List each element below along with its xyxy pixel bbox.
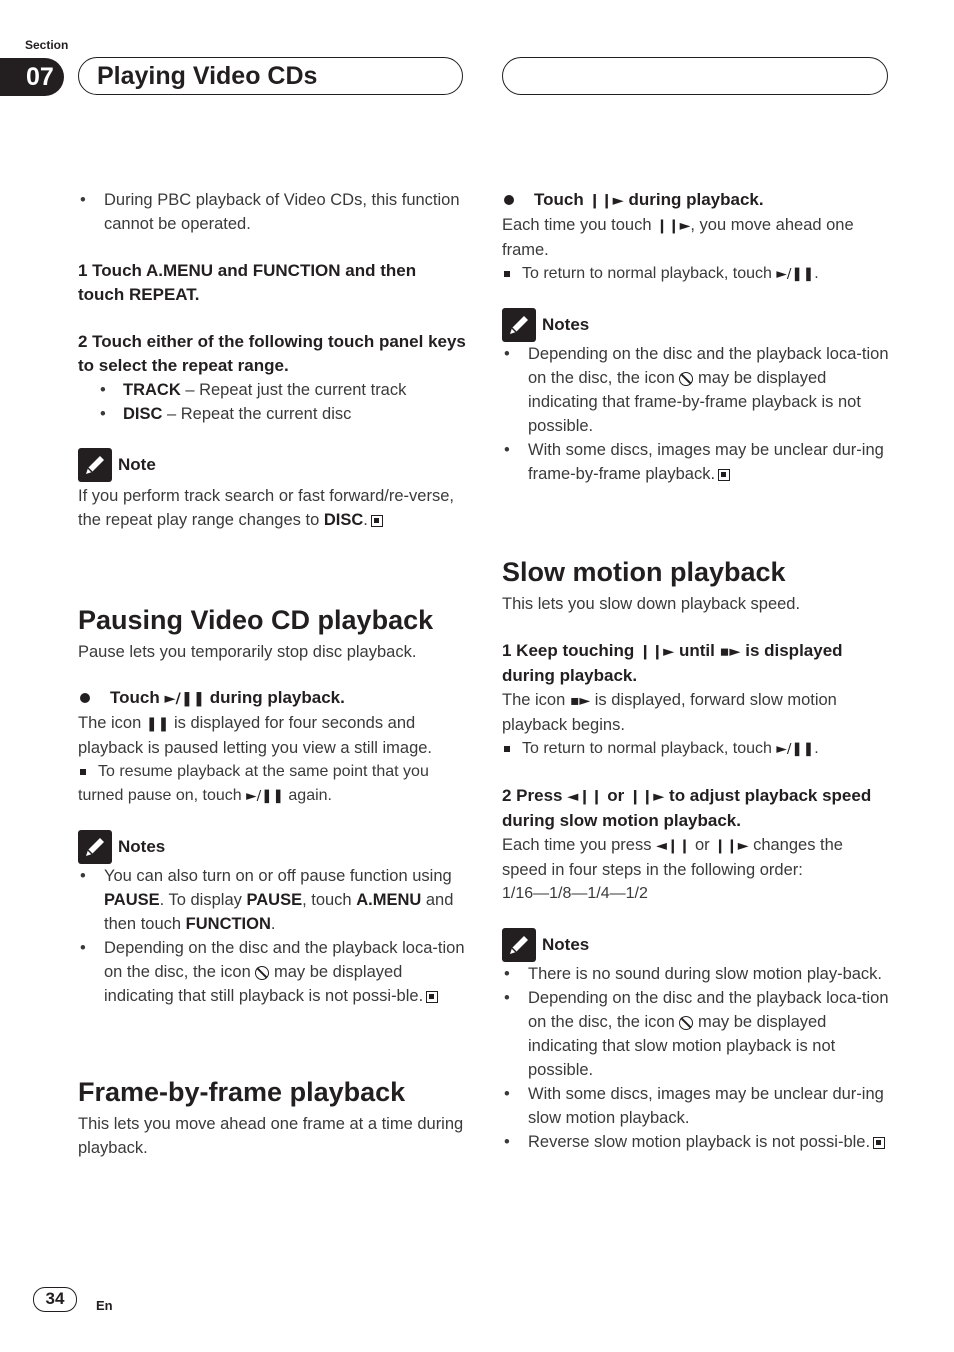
end-mark-icon (426, 991, 438, 1003)
chapter-title-box-empty (502, 57, 888, 95)
notes-heading: Notes (502, 308, 892, 342)
square-bullet-icon (504, 746, 510, 752)
play-pause-icon: ►/❚❚ (246, 788, 284, 804)
pause-heading: Pausing Video CD playback (78, 605, 434, 635)
step-back-icon: ◄❙❙ (656, 838, 691, 854)
language-label: En (96, 1298, 113, 1313)
pause-sub: To resume playback at the same point that you turned pause on, touch ►/❚❚ again. (78, 763, 429, 804)
play-pause-icon: ►/❚❚ (776, 266, 815, 282)
slow-step-2: 2 Press ◄❙❙ or ❙❙► to adjust playback speed during slow motion playback. (502, 786, 872, 830)
section-number: 07 (0, 58, 64, 96)
chapter-title: Playing Video CDs (78, 57, 463, 95)
notes-heading-2: Notes (502, 928, 892, 962)
notes2-item-1: • There is no sound during slow motion play-back. (502, 962, 892, 986)
slow-indicator-icon: ▪► (569, 693, 591, 709)
end-mark-icon (873, 1137, 885, 1149)
intro-bullet: • During PBC playback of Video CDs, this function cannot be operated. (78, 188, 466, 236)
option-disc: • DISC – Repeat the current disc (78, 402, 466, 426)
note-pencil-icon (78, 830, 112, 864)
frame-sub: To return to normal playback, touch ►/❚❚. (502, 262, 892, 286)
step-forward-icon: ❙❙► (656, 218, 691, 234)
note-text: If you perform track search or fast forward/re-verse, the repeat play range changes to DISC. (78, 487, 454, 529)
left-column (78, 188, 466, 1160)
page-number: 34 (33, 1287, 77, 1312)
section-label: Section (25, 38, 69, 52)
note-heading: Note (78, 448, 466, 482)
pause-body: The icon ❚❚ is displayed for four seconds and playback is paused letting you view a still image. (78, 714, 433, 757)
right-column (502, 188, 892, 1154)
notes-heading: Notes (78, 830, 466, 864)
pause-icon: ❚❚ (145, 716, 170, 732)
frame-intro: This lets you move ahead one frame at a time during playback. (78, 1115, 464, 1157)
prohibited-icon (255, 966, 269, 980)
slow-body: The icon ▪► is displayed, forward slow motion playback begins. (502, 691, 837, 734)
notes-item-1: • Depending on the disc and the playback loca-tion on the disc, the icon may be displayed indicating that frame-by-frame playback is not possible. (502, 342, 892, 438)
slow-indicator-icon: ▪► (719, 644, 741, 660)
notes2-item-3: • With some discs, images may be unclear dur-ing slow motion playback. (502, 1082, 892, 1130)
notes-item-2: • Depending on the disc and the playback loca-tion on the disc, the icon may be displayed indicating that still playback is not possi-ble. (78, 936, 466, 1008)
note-pencil-icon (502, 308, 536, 342)
slow-heading: Slow motion playback (502, 557, 786, 587)
prohibited-icon (679, 1016, 693, 1030)
frame-step: Touch ❙❙► during playback. (502, 188, 892, 213)
slow-order: 1/16—1/8—1/4—1/2 (502, 885, 648, 902)
slow-intro: This lets you slow down playback speed. (502, 595, 801, 613)
square-bullet-icon (504, 271, 510, 277)
option-track: • TRACK – Repeat just the current track (78, 378, 466, 402)
step-forward-icon: ❙❙► (714, 838, 749, 854)
pause-intro: Pause lets you temporarily stop disc playback. (78, 643, 417, 661)
play-pause-icon: ►/❚❚ (164, 691, 206, 707)
slow-sub: To return to normal playback, touch ►/❚❚. (502, 737, 892, 761)
slow-body-2: Each time you press ◄❙❙ or ❙❙► changes the speed in four steps in the following order: (502, 836, 843, 879)
end-mark-icon (371, 515, 383, 527)
step-2: 2 Touch either of the following touch panel keys to select the repeat range. (78, 332, 466, 375)
step-forward-icon: ❙❙► (588, 193, 624, 209)
step-forward-icon: ❙❙► (638, 644, 675, 660)
prohibited-icon (679, 372, 693, 386)
slow-step-1: 1 Keep touching ❙❙► until ▪► is displayed during playback. (502, 641, 843, 685)
notes-item-1: • You can also turn on or off pause function using PAUSE. To display PAUSE, touch A.MENU and then touch FUNCTION. (78, 864, 466, 936)
notes-item-2: • With some discs, images may be unclear dur-ing frame-by-frame playback. (502, 438, 892, 486)
frame-heading: Frame-by-frame playback (78, 1077, 406, 1107)
play-pause-icon: ►/❚❚ (776, 741, 815, 757)
frame-body: Each time you touch ❙❙►, you move ahead one frame. (502, 216, 854, 259)
step-forward-icon: ❙❙► (629, 789, 665, 805)
step-back-icon: ◄❙❙ (567, 789, 603, 805)
notes2-item-2: • Depending on the disc and the playback loca-tion on the disc, the icon may be displayed indicating that slow motion playback is not possible. (502, 986, 892, 1082)
note-pencil-icon (502, 928, 536, 962)
step-1: 1 Touch A.MENU and FUNCTION and then touch REPEAT. (78, 261, 417, 304)
notes2-item-4: • Reverse slow motion playback is not possi-ble. (502, 1130, 892, 1154)
note-pencil-icon (78, 448, 112, 482)
square-bullet-icon (80, 769, 86, 775)
pause-step: Touch ►/❚❚ during playback. (78, 686, 466, 711)
end-mark-icon (718, 469, 730, 481)
